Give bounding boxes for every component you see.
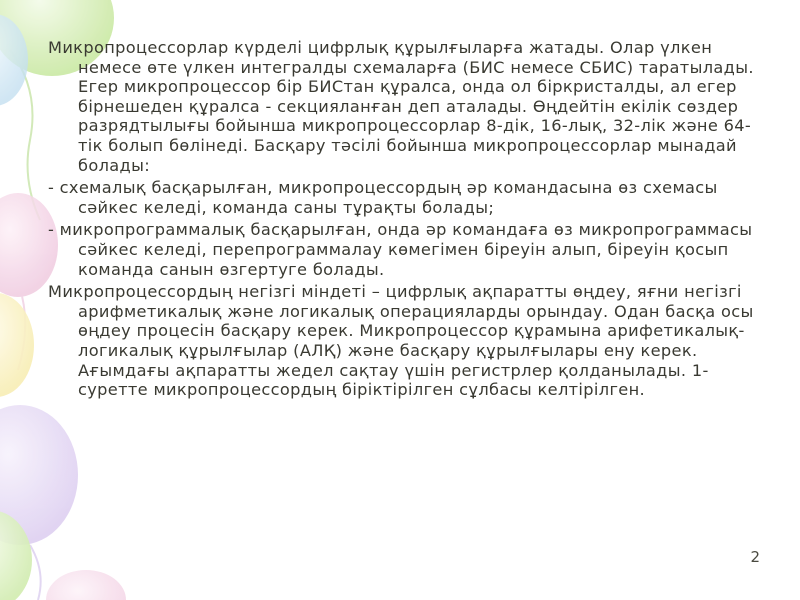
paragraph-intro: Микропроцессорлар күрделі цифрлық құрылғыларға жатады. Олар үлкен немесе өте үлкен интегралды схемаларға (БИС немесе СБИС) таратылады. Егер микропроцессор бір БИСтан құралса, онда ол біркристалды, ал егер бірнешеден құралса - секцияланған деп аталады. Өңдейтін екілік сөздер разрядтылығы бойынша микропроцессорлар 8-дік, 16-лық, 32-лік және 64-тік болып бөлінеді. Басқару тәсілі бойынша микропроцессорлар мынадай болады:	[48, 38, 754, 175]
page-number: 2	[750, 548, 760, 566]
paragraph-bullet-microprogram: - микропрограммалық басқарылған, онда әр командаға өз микропрограммасы сәйкес келеді, перепрограммалау көмегімен біреуін алып, біреуін қосып команда санын өзгертуге болады.	[48, 220, 753, 279]
slide-body-text	[48, 38, 760, 400]
paragraph-bullet-schematic: - схемалық басқарылған, микропроцессордың әр командасына өз схемасы сәйкес келеді, команда саны тұрақты болады;	[48, 178, 718, 217]
paragraph-main-task: Микропроцессордың негізгі міндеті – цифрлық ақпаратты өңдеу, яғни негізгі арифметикалық және логикалық операцияларды орындау. Одан басқа осы өңдеу процесін басқару керек. Микропроцессор құрамына арифетикалық-логикалық құрылғылар (АЛҚ) және басқару құрылғылары ену керек. Ағымдағы ақпаратты жедел сақтау үшін регистрлер қолданылады. 1-суретте микропроцессордың біріктірілген сұлбасы келтірілген.	[48, 282, 754, 400]
